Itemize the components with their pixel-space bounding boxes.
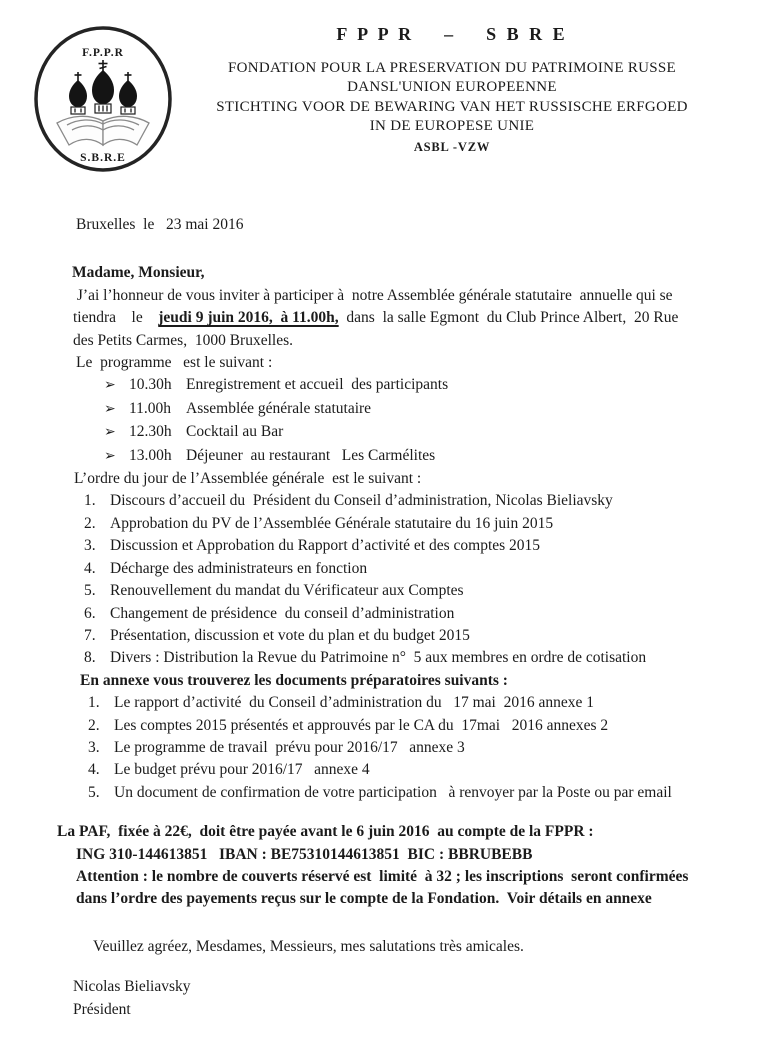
meeting-datetime: jeudi 9 juin 2016, à 11.00h, — [158, 309, 339, 327]
bank-account-line: ING 310-144613851 IBAN : BE75310144613851 BIC : BBRUBEBB — [76, 845, 533, 863]
agenda-item-number: 2. — [84, 514, 96, 532]
agenda-item-text: Présentation, discussion et vote du plan et du budget 2015 — [110, 626, 470, 644]
intro-line-3: des Petits Carmes, 1000 Bruxelles. — [73, 331, 293, 349]
agenda-item-text: Renouvellement du mandat du Vérificateur aux Comptes — [110, 582, 464, 600]
agenda-item-text: Discours d’accueil du Président du Conseil d’administration, Nicolas Bieliavsky — [110, 492, 613, 510]
agenda-item-text: Divers : Distribution la Revue du Patrimoine n° 5 aux membres en ordre de cotisation — [110, 649, 647, 667]
attention-line-2: dans l’ordre des payements reçus sur le compte de la Fondation. Voir détails en annexe — [76, 890, 652, 908]
attention-line-1: Attention : le nombre de couverts réservé est limité à 32 ; les inscriptions seront confirmées — [76, 867, 689, 885]
org-name-line: STICHTING VOOR DE BEWARING VAN HET RUSSISCHE ERFGOED — [216, 98, 688, 115]
signature-block — [73, 976, 782, 1021]
payment-info — [0, 821, 782, 911]
annex-item-number: 5. — [88, 783, 100, 801]
annex-item-number: 1. — [88, 694, 100, 712]
fppr-logo — [28, 22, 178, 176]
org-name-line: FONDATION POUR LA PRESERVATION DU PATRIMOINE RUSSE — [227, 60, 677, 76]
agenda-item-number: 1. — [84, 492, 96, 510]
programme-item — [104, 421, 782, 444]
annex-item-text: Un document de confirmation de votre participation à renvoyer par la Poste ou par email — [114, 783, 672, 801]
signature-name: Nicolas Bieliavsky — [73, 978, 191, 996]
agenda-item-number: 8. — [84, 649, 96, 667]
agenda-item — [84, 490, 782, 512]
arrow-bullet-icon: ➢ — [104, 378, 116, 394]
programme-item-time: 12.30h — [129, 423, 172, 441]
agenda-item — [84, 535, 782, 557]
annex-item-number: 4. — [88, 761, 100, 779]
salutation: Madame, Monsieur, — [72, 264, 205, 282]
programme-item-label: Assemblée générale statutaire — [186, 399, 372, 417]
agenda-item-text: Discussion et Approbation du Rapport d’activité et des comptes 2015 — [110, 537, 541, 555]
annex-item — [88, 782, 782, 804]
agenda-item-number: 4. — [84, 559, 96, 577]
arrow-bullet-icon: ➢ — [104, 448, 116, 464]
dateline: Bruxelles le 23 mai 2016 — [76, 216, 244, 233]
annex-item-text: Les comptes 2015 présentés et approuvés par le CA du 17mai 2016 annexes 2 — [114, 716, 609, 734]
agenda-item — [84, 558, 782, 580]
agenda-item — [84, 603, 782, 625]
annex-item-text: Le rapport d’activité du Conseil d’administration du 17 mai 2016 annexe 1 — [114, 694, 594, 712]
org-name-lines — [193, 59, 711, 137]
annex-item — [88, 737, 782, 759]
arrow-bullet-icon: ➢ — [104, 425, 116, 441]
payment-amount-line: La PAF, fixée à 22€, doit être payée avant le 6 juin 2016 au compte de la FPPR : — [57, 823, 594, 841]
open-book-icon — [57, 116, 149, 145]
org-name-line: IN DE EUROPESE UNIE — [369, 118, 535, 135]
signature-title: Président — [73, 1000, 131, 1018]
annex-list — [0, 692, 782, 804]
agenda-item-number: 3. — [84, 537, 96, 555]
letterhead-text — [193, 24, 711, 155]
legal-form: ASBL -VZW — [413, 139, 491, 154]
letterhead — [0, 0, 782, 178]
agenda-item-text: Changement de présidence du conseil d’administration — [110, 604, 455, 622]
logo-top-text: F.P.P.R — [82, 47, 124, 59]
programme-item-time: 11.00h — [129, 399, 172, 417]
programme-item-label: Enregistrement et accueil des participants — [186, 376, 449, 394]
annex-item-number: 3. — [88, 738, 100, 756]
agenda-intro: L’ordre du jour de l’Assemblée générale est le suivant : — [74, 470, 422, 488]
intro-paragraph — [73, 285, 782, 352]
intro-line-2-after: dans la salle Egmont du Club Prince Albert, 20 Rue — [338, 309, 679, 327]
agenda-item-text: Approbation du PV de l’Assemblée Générale statutaire du 16 juin 2015 — [110, 514, 554, 532]
annex-item-text: Le programme de travail prévu pour 2016/17 annexe 3 — [114, 738, 465, 756]
programme-item — [104, 374, 782, 397]
intro-line-1: J’ai l’honneur de vous inviter à participer à notre Assemblée générale statutaire annuelle qui se — [73, 286, 673, 304]
logo-bottom-text: S.B.R.E — [80, 152, 126, 164]
arrow-bullet-icon: ➢ — [104, 401, 116, 417]
intro-line-2-before: tiendra le — [73, 309, 159, 327]
programme-item — [104, 445, 782, 468]
org-title: F P P R – S B R E — [336, 24, 568, 44]
programme-item-time: 13.00h — [129, 446, 172, 464]
programme-item-label: Cocktail au Bar — [186, 423, 284, 441]
closing-salutation: Veuillez agréez, Mesdames, Messieurs, mes salutations très amicales. — [93, 937, 524, 955]
agenda-item-number: 5. — [84, 582, 96, 600]
programme-item-label: Déjeuner au restaurant Les Carmélites — [186, 446, 436, 464]
programme-list — [0, 374, 782, 468]
agenda-item — [84, 513, 782, 535]
programme-item-time: 10.30h — [129, 376, 172, 394]
annex-item — [88, 692, 782, 714]
letter-body — [0, 214, 782, 1021]
annex-item — [88, 715, 782, 737]
annex-intro: En annexe vous trouverez les documents préparatoires suivants : — [80, 671, 508, 689]
annex-item — [88, 759, 782, 781]
programme-item — [104, 398, 782, 421]
agenda-item — [84, 580, 782, 602]
agenda-item-number: 6. — [84, 604, 96, 622]
agenda-item — [84, 625, 782, 647]
annex-item-text: Le budget prévu pour 2016/17 annexe 4 — [114, 761, 370, 779]
annex-item-number: 2. — [88, 716, 100, 734]
agenda-item — [84, 647, 782, 669]
agenda-list — [0, 490, 782, 669]
agenda-item-text: Décharge des administrateurs en fonction — [110, 559, 368, 577]
fppr-logo-emblem — [28, 22, 178, 176]
agenda-item-number: 7. — [84, 626, 96, 644]
org-name-line: DANSL'UNION EUROPEENNE — [347, 79, 557, 96]
programme-intro: Le programme est le suivant : — [76, 354, 273, 372]
